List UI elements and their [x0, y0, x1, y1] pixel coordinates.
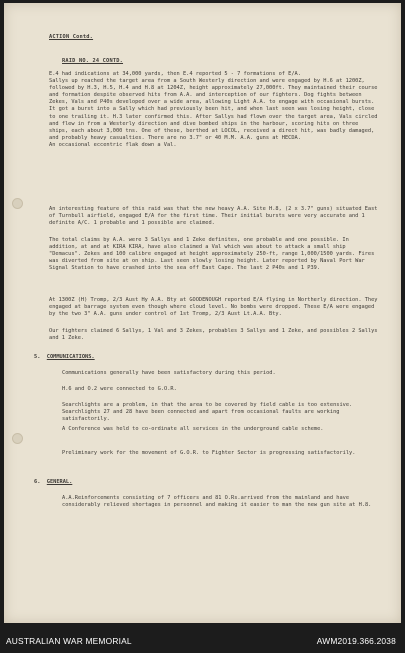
- body-paragraph-2: [49, 206, 379, 227]
- paragraph-text: At 1300Z (H) Tromp, 2/3 Aust Hy A.A. Bty at GOODENOUGH reported E/A flying in Northerly direction. They engaged at barrage system even though where cloud level. No bombs were dropped. These E/A were engaged by the two 3" A.A. guns under control of 1st Tromp, 2/3 Aust Lt.A.A. Bty.: [49, 297, 378, 318]
- section-title: GENERAL.: [46, 479, 73, 485]
- body-paragraph-1: [49, 71, 379, 149]
- paragraph-text: An interesting feature of this raid was that the new heavy A.A. Site H.8, (2 x 3.7" guns) situated East of Turnbull airfield, engaged E/A for the first time. Their initial bursts were very accurate and 1 definite A/C. 1 probable and 1 possible are claimed.: [49, 206, 378, 227]
- body-paragraph-5: [49, 328, 379, 342]
- section-title: COMMUNICATIONS.: [46, 354, 95, 360]
- section-paragraph: A Conference was held to co-ordinate all services in the underground cable scheme.: [62, 426, 324, 432]
- body-paragraph-4: [49, 297, 379, 318]
- body-paragraph-3: [49, 237, 379, 272]
- paragraph-text: The total claims by A.A. were 3 Sallys and 1 Zeke definites, one probable and one possible. In addition, at and at KIRA KIRA, have also claimed a Val which was about to attack a small ship "Demacus". Zekes and 100 calibre engaged at height approximately 250-ft, range 1,000/1500 yards. Fires was diverted from site at on ship. Last seen slowly losing height. Later reported by Naval Port War Signal Station to have crashed into the sea off East Cape. The last 2 P40s and 1 P39.: [49, 237, 375, 272]
- paragraph-text: E.4 had indications at 34,000 yards, then E.4 reported 5 - 7 formations of E/A. Sallys up reached the target area from a South Westerly direction and were engaged by H.6 at 1200Z, followed by H.3, H.5, H.4 and H.8 at 1204Z, height approximately 27,000ft. They maintained their course and formation despite observed hits from A.A. and interception of our fighters. Dog fights between Zekes, Vals and P40s developed over a wide area, allowing Light A.A. to engage with occasional bursts. It got a burst into a Sally which had previously been hit, and when last seen was losing height, close to one trailing it. H.3 later confirmed this. After Sallys had flown over the target area, Vals circled and flew in from a Westerly direction and dive bombed ships in the harbour, scoring hits on three ships, each about 3,000 tns. One of these, berthed at LOCOL, received a direct hit, was badly damaged, and probably heavy casualties. There are no 3.7" or 40 M.M. A.A. guns at HECDA. An occasional eccentric flak down a Val.: [49, 71, 378, 148]
- section-heading-communications: [34, 354, 95, 361]
- typed-text: [4, 3, 401, 623]
- document-page: [4, 3, 401, 623]
- footer-institution: AUSTRALIAN WAR MEMORIAL: [6, 636, 132, 646]
- section-number: 6.: [34, 479, 41, 485]
- header-continued: ACTION Contd.: [49, 34, 94, 40]
- paragraph-text: Our fighters claimed 6 Sallys, 1 Val and 3 Zekes, probables 3 Sallys and 1 Zeke, and possibles 2 Sallys and 1 Zeke.: [49, 328, 378, 342]
- raid-heading: RAID NO. 24 CONTD.: [62, 58, 124, 64]
- section-paragraph: A.A.Reinforcements consisting of 7 officers and 81 O.Rs.arrived from the mainland and have considerably relieved shortages in personnel and making it easier to man the new gun site at H.8.: [62, 495, 372, 509]
- section-paragraph: Preliminary work for the movement of G.O.R. to Fighter Sector is progressing satisfactorily.: [62, 450, 356, 456]
- section-paragraph: Searchlights are a problem, in that the area to be covered by field cable is too extensive. Searchlights 27 and 28 have been connected and apart from occasional faults are working satisfactorily.: [62, 402, 353, 423]
- section-heading-general: [34, 479, 72, 486]
- section-paragraph: H.6 and O.2 were connected to G.O.R.: [62, 386, 177, 392]
- footer-accession-number: AWM2019.366.2038: [316, 636, 396, 646]
- archive-footer: [0, 628, 405, 653]
- section-number: 5.: [34, 354, 41, 360]
- section-paragraph: Communications generally have been satisfactory during this period.: [62, 370, 276, 376]
